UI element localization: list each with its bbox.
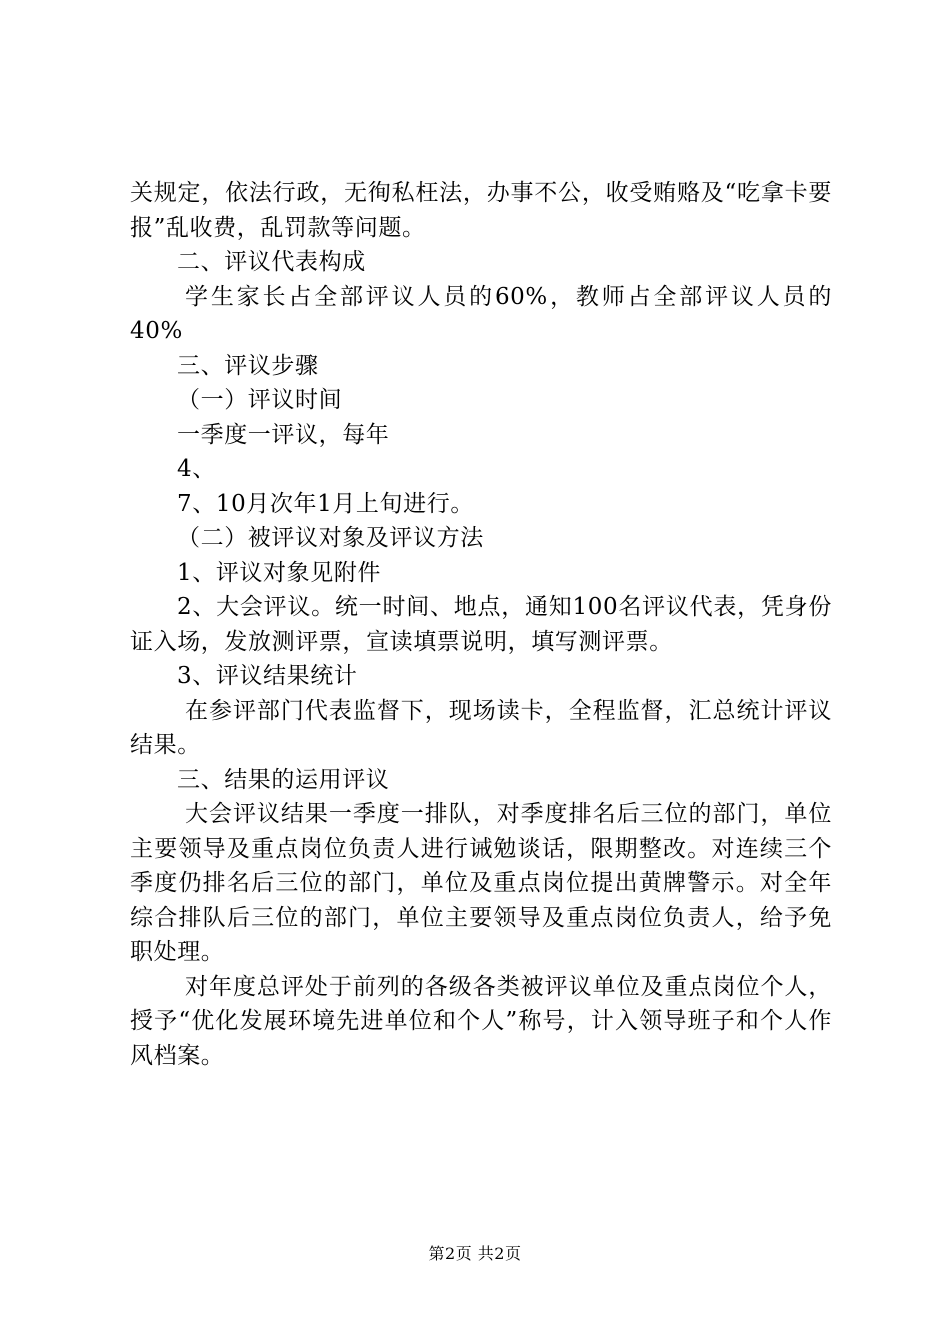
subsection-heading-objects: （二）被评议对象及评议方法 bbox=[177, 525, 484, 551]
paragraph-ranking: 大会评议结果一季度一排队，对季度排名后三位的部门，单位主要领导及重点岗位负责人进行诫勉谈话，限期整改。对连续三个季度仍排名后三位的部门，单位及重点岗位提出黄牌警示。对全年综合排队后三位的部门，单位主要领导及重点岗位负责人，给予免职处理。 bbox=[130, 801, 832, 965]
paragraph-continuation: 关规定，依法行政，无徇私枉法，办事不公，收受贿赂及“吃拿卡要报”乱收费，乱罚款等问题。 bbox=[130, 180, 832, 241]
paragraph-quarterly: 一季度一评议，每年 bbox=[177, 421, 390, 448]
list-item-objects: 1、评议对象见附件 bbox=[177, 559, 382, 586]
paragraph-representative-ratio: 学生家长占全部评议人员的60%，教师占全部评议人员的40% bbox=[130, 283, 832, 344]
page-number: 第2页 共2页 bbox=[428, 1244, 522, 1263]
section-heading-steps: 三、评议步骤 bbox=[177, 352, 319, 379]
paragraph-item-7: 7、10月次年1月上旬进行。 bbox=[177, 490, 474, 517]
paragraph-awards: 对年度总评处于前列的各级各类被评议单位及重点岗位个人，授予“优化发展环境先进单位和个人”称号，计入领导班子和个人作风档案。 bbox=[130, 973, 832, 1069]
paragraph-supervision: 在参评部门代表监督下，现场读卡，全程监督，汇总统计评议结果。 bbox=[130, 697, 832, 758]
list-item-statistics: 3、评议结果统计 bbox=[177, 663, 358, 689]
paragraph-item-4: 4、 bbox=[177, 456, 216, 482]
section-heading-results: 三、结果的运用评议 bbox=[177, 766, 390, 793]
document-body bbox=[130, 176, 832, 1073]
subsection-heading-time: （一）评议时间 bbox=[177, 387, 343, 413]
list-item-assembly: 2、大会评议。统一时间、地点，通知100名评议代表，凭身份证入场，发放测评票，宣读填票说明，填写测评票。 bbox=[130, 594, 832, 655]
section-heading-representatives: 二、评议代表构成 bbox=[177, 249, 366, 275]
